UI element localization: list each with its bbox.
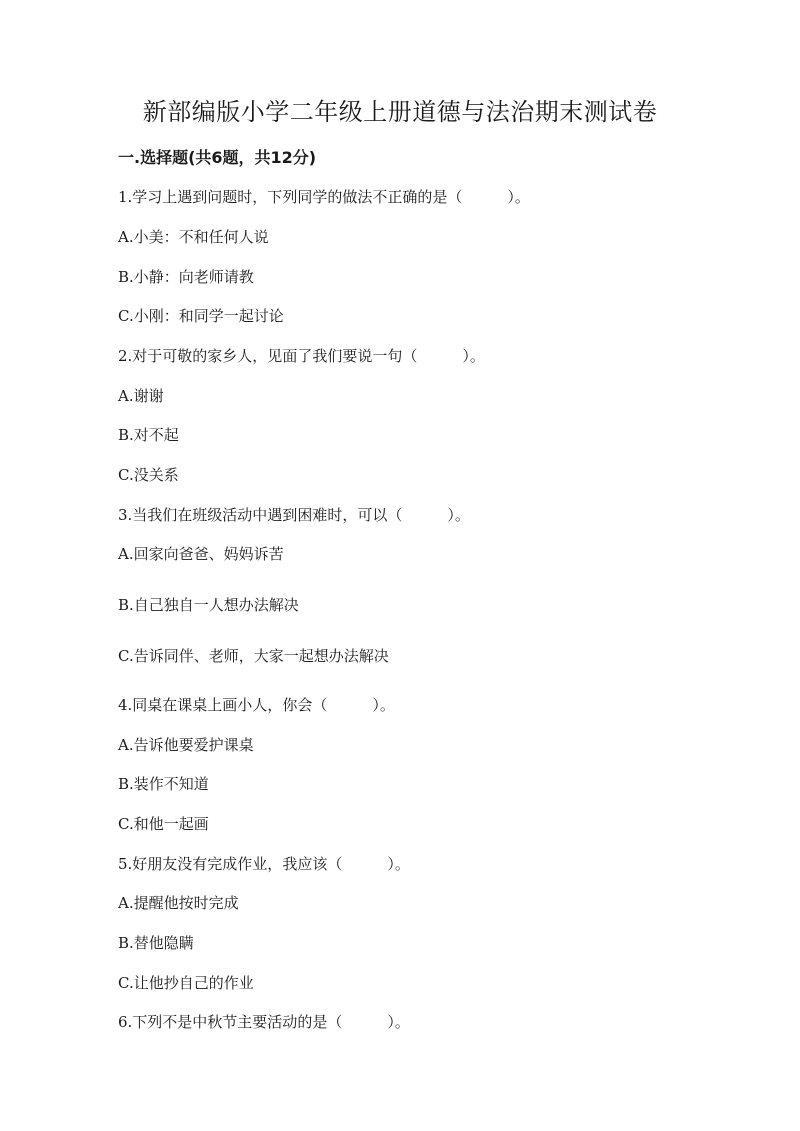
- question-2-option-b: B.对不起: [118, 426, 179, 444]
- question-3-option-c: C.告诉同伴、老师，大家一起想办法解决: [118, 647, 389, 665]
- question-1-option-a: A.小美：不和任何人说: [118, 228, 269, 246]
- question-1-stem: 1.学习上遇到问题时，下列同学的做法不正确的是（ ）。: [118, 188, 530, 206]
- question-5-option-a: A.提醒他按时完成: [118, 894, 239, 912]
- question-3-option-a: A.回家向爸爸、妈妈诉苦: [118, 545, 284, 563]
- section-heading: 一.选择题(共6题，共12分): [118, 148, 317, 167]
- question-5-option-b: B.替他隐瞒: [118, 934, 194, 952]
- question-3-option-b: B.自己独自一人想办法解决: [118, 596, 299, 614]
- question-6-stem: 6.下列不是中秋节主要活动的是（ ）。: [118, 1013, 410, 1031]
- question-4-option-b: B.装作不知道: [118, 775, 209, 793]
- question-2-option-c: C.没关系: [118, 466, 179, 484]
- question-1-option-b: B.小静：向老师请教: [118, 268, 254, 286]
- question-4-stem: 4.同桌在课桌上画小人，你会（ ）。: [118, 696, 395, 714]
- question-4-option-a: A.告诉他要爱护课桌: [118, 736, 254, 754]
- question-5-stem: 5.好朋友没有完成作业，我应该（ ）。: [118, 855, 410, 873]
- question-1-option-c: C.小刚：和同学一起讨论: [118, 307, 284, 325]
- exam-title: 新部编版小学二年级上册道德与法治期末测试卷: [142, 98, 658, 126]
- question-2-option-a: A.谢谢: [118, 387, 164, 405]
- question-3-stem: 3.当我们在班级活动中遇到困难时，可以（ ）。: [118, 506, 470, 524]
- question-4-option-c: C.和他一起画: [118, 815, 209, 833]
- question-5-option-c: C.让他抄自己的作业: [118, 974, 254, 992]
- question-2-stem: 2.对于可敬的家乡人，见面了我们要说一句（ ）。: [118, 347, 485, 365]
